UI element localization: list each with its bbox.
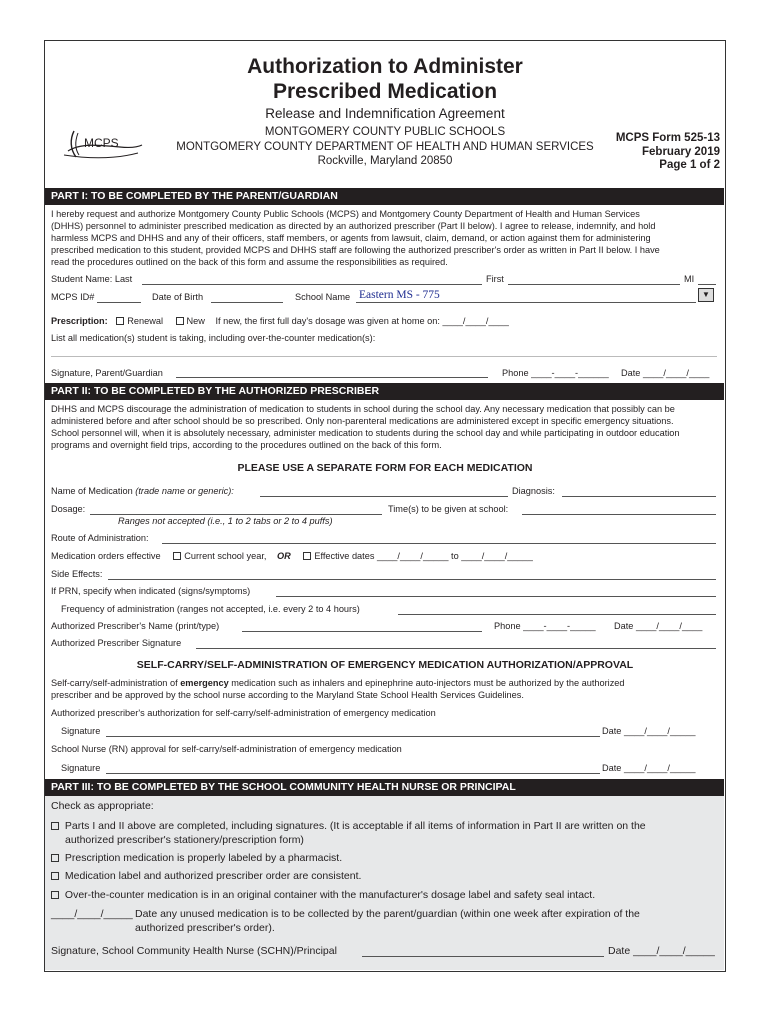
- prescriber-signature-label: Authorized Prescriber Signature: [51, 638, 182, 648]
- school-name-underline: [356, 302, 696, 303]
- current-year-option[interactable]: [173, 551, 266, 561]
- self-carry-intro-c: medication such as inhalers and epinephrine auto-injectors must be authorized by the authorized: [228, 678, 625, 688]
- parent-phone[interactable]: Phone ____-____-______: [502, 368, 609, 378]
- parent-signature-field[interactable]: [176, 377, 488, 378]
- diagnosis-label: Diagnosis:: [512, 486, 555, 496]
- new-note: If new, the first full day's dosage was given at home on: ____/____/____: [215, 316, 509, 326]
- school-name-label: School Name: [295, 292, 351, 302]
- renewal-label: Renewal: [127, 316, 163, 326]
- self-carry-date[interactable]: Date ____/____/_____: [602, 726, 696, 736]
- form-title-line1: Authorization to Administer: [247, 55, 523, 78]
- collection-date-field[interactable]: ____/____/_____: [51, 908, 133, 920]
- check-item-4[interactable]: [51, 889, 595, 901]
- checkbox-icon[interactable]: [51, 872, 59, 880]
- side-effects-field[interactable]: [108, 579, 716, 580]
- dob-field[interactable]: [211, 302, 283, 303]
- self-carry-signature-label: Signature: [61, 726, 101, 736]
- medication-name-label: [51, 486, 234, 497]
- mcps-id-label: MCPS ID#: [51, 292, 95, 302]
- check-item-4-text: Over-the-counter medication is in an original container with the manufacturer's dosage label and safety seal intact.: [64, 889, 596, 901]
- prescriber-name-field[interactable]: [242, 631, 482, 632]
- prn-field[interactable]: [276, 596, 716, 597]
- prescriber-name-label: Authorized Prescriber's Name (print/type): [51, 621, 220, 631]
- nurse-approval-label: School Nurse (RN) approval for self-carry/self-administration of emergency medication: [51, 744, 402, 754]
- route-label: Route of Administration:: [51, 533, 149, 543]
- parent-date[interactable]: Date ____/____/____: [621, 368, 710, 378]
- prescription-row: [51, 316, 509, 327]
- self-carry-heading: SELF-CARRY/SELF-ADMINISTRATION OF EMERGENCY MEDICATION AUTHORIZATION/APPROVAL: [136, 659, 634, 671]
- check-item-2[interactable]: [51, 852, 342, 864]
- prescriber-signature-field[interactable]: [196, 648, 716, 649]
- schn-signature-field[interactable]: [362, 956, 604, 957]
- list-medications-label: List all medication(s) student is taking, including over-the-counter medication(s):: [51, 333, 376, 343]
- student-first-field[interactable]: [508, 284, 680, 285]
- checkbox-icon[interactable]: [176, 317, 184, 325]
- effective-dates-option[interactable]: [303, 551, 532, 561]
- self-carry-intro-line2: prescriber and be approved by the school nurse according to the Maryland State School Health Services Guidelines.: [51, 690, 524, 700]
- medication-name-field[interactable]: [260, 496, 508, 497]
- checkbox-icon[interactable]: [51, 891, 59, 899]
- frequency-field[interactable]: [398, 614, 716, 615]
- side-effects-label: Side Effects:: [51, 569, 103, 579]
- new-label: New: [186, 316, 205, 326]
- student-mi-field[interactable]: [698, 284, 716, 285]
- part1-heading: PART I: TO BE COMPLETED BY THE PARENT/GUARDIAN: [45, 188, 724, 205]
- checkbox-icon[interactable]: [173, 552, 181, 560]
- part1-intro-line4: prescribed medication to this student, provided MCPS and DHHS staff are following the authorized prescriber's order as written in Part II below. I have: [51, 245, 660, 255]
- student-first-label: First: [486, 274, 504, 284]
- check-item-1-text: Parts I and II above are completed, including signatures. (It is acceptable if all items of information in Part II are written on the: [64, 820, 646, 832]
- chevron-down-icon[interactable]: ▼: [698, 288, 714, 302]
- schn-signature-label: Signature, School Community Health Nurse (SCHN)/Principal: [51, 945, 337, 957]
- medication-name-hint: (trade name or generic):: [135, 486, 234, 496]
- form-number: MCPS Form 525-13: [615, 132, 720, 144]
- org-name-dhhs: MONTGOMERY COUNTY DEPARTMENT OF HEALTH AND HUMAN SERVICES: [176, 141, 594, 153]
- list-medications-field[interactable]: [51, 356, 717, 357]
- check-item-1-cont: authorized prescriber's stationery/prescription form): [65, 834, 304, 846]
- part2-intro-line4: programs and overnight field trips, according to the procedures outlined on the back of this form.: [51, 440, 442, 450]
- check-item-2-text: Prescription medication is properly labeled by a pharmacist.: [64, 852, 343, 864]
- prescriber-date[interactable]: Date ____/____/____: [614, 621, 703, 631]
- schn-date[interactable]: Date ____/____/_____: [608, 945, 715, 957]
- collection-date-text-cont: authorized prescriber's order).: [135, 922, 275, 934]
- separate-form-notice: PLEASE USE A SEPARATE FORM FOR EACH MEDICATION: [237, 462, 533, 474]
- dosage-label: Dosage:: [51, 504, 86, 514]
- effective-dates-label: Effective dates ____/____/_____ to ____/____/_____: [314, 551, 533, 561]
- orders-row: [51, 551, 533, 562]
- form-date: February 2019: [642, 146, 720, 158]
- self-carry-intro-a: Self-carry/self-administration of: [51, 678, 181, 688]
- prescriber-phone[interactable]: Phone ____-____-_____: [494, 621, 596, 631]
- self-carry-intro-line1: [51, 678, 625, 689]
- check-item-3[interactable]: [51, 870, 361, 882]
- prescriber-self-carry-label: Authorized prescriber's authorization for self-carry/self-administration of emergency medication: [51, 708, 436, 718]
- prescription-label: Prescription:: [51, 316, 108, 326]
- form-subtitle: Release and Indemnification Agreement: [265, 106, 505, 121]
- part2-intro-line1: DHHS and MCPS discourage the administration of medication to students in school during the school day. Any necessary medication that possibly can be: [51, 404, 675, 414]
- diagnosis-field[interactable]: [562, 496, 716, 497]
- form-title-line2: Prescribed Medication: [272, 80, 498, 103]
- org-address: Rockville, Maryland 20850: [317, 155, 453, 167]
- student-last-label: Student Name: Last: [51, 274, 133, 284]
- logo-text: MCPS: [84, 136, 119, 150]
- mcps-logo-icon: [60, 123, 144, 167]
- collection-date-text: Date any unused medication is to be collected by the parent/guardian (within one week after expiration of the: [135, 908, 640, 920]
- page-number: Page 1 of 2: [659, 159, 720, 171]
- check-appropriate-label: Check as appropriate:: [51, 800, 154, 812]
- current-year-label: Current school year,: [184, 551, 267, 561]
- checkbox-icon[interactable]: [51, 854, 59, 862]
- dosage-field[interactable]: [90, 514, 382, 515]
- dob-label: Date of Birth: [152, 292, 204, 302]
- frequency-label: Frequency of administration (ranges not accepted, i.e. every 2 to 4 hours): [61, 604, 360, 614]
- student-mi-label: MI: [684, 274, 695, 284]
- checkbox-icon[interactable]: [303, 552, 311, 560]
- part1-intro-line5: read the procedures outlined on the back of this form and assume the responsibilities as required.: [51, 257, 448, 267]
- times-field[interactable]: [522, 514, 716, 515]
- checkbox-icon[interactable]: [116, 317, 124, 325]
- student-last-field[interactable]: [142, 284, 482, 285]
- or-label: OR: [276, 551, 291, 561]
- renewal-option[interactable]: [116, 316, 163, 326]
- parent-signature-label: Signature, Parent/Guardian: [51, 368, 163, 378]
- checkbox-icon[interactable]: [51, 822, 59, 830]
- times-label: Time(s) to be given at school:: [388, 504, 509, 514]
- school-name-select[interactable]: Eastern MS - 775: [359, 289, 440, 301]
- nurse-signature-field[interactable]: [106, 773, 600, 774]
- check-item-3-text: Medication label and authorized prescriber order are consistent.: [64, 870, 362, 882]
- self-carry-intro-emphasis: emergency: [180, 678, 229, 688]
- self-carry-signature-field[interactable]: [106, 736, 600, 737]
- nurse-date[interactable]: Date ____/____/_____: [602, 763, 696, 773]
- mcps-id-field[interactable]: [97, 302, 141, 303]
- check-item-1[interactable]: [51, 820, 646, 832]
- part2-intro-line3: School personnel will, when it is absolutely necessary, administer medication to students during the school day and while participating in outdoor education: [51, 428, 680, 438]
- part2-heading: PART II: TO BE COMPLETED BY THE AUTHORIZED PRESCRIBER: [45, 383, 724, 400]
- org-name-mcps: MONTGOMERY COUNTY PUBLIC SCHOOLS: [264, 126, 506, 138]
- new-option[interactable]: [176, 316, 205, 326]
- orders-label: Medication orders effective: [51, 551, 161, 561]
- medication-name-text: Name of Medication: [51, 486, 133, 496]
- prn-label: If PRN, specify when indicated (signs/symptoms): [51, 586, 251, 596]
- ranges-note: Ranges not accepted (i.e., 1 to 2 tabs or 2 to 4 puffs): [118, 516, 333, 526]
- part3-heading: PART III: TO BE COMPLETED BY THE SCHOOL COMMUNITY HEALTH NURSE OR PRINCIPAL: [45, 779, 724, 796]
- route-field[interactable]: [162, 543, 716, 544]
- part1-intro-line1: I hereby request and authorize Montgomery County Public Schools (MCPS) and Montgomery County Department of Health and Human Services: [51, 209, 640, 219]
- part1-intro-line2: (DHHS) personnel to administer prescribed medication as directed by an authorized prescriber (Part II below). I agree to release, indemnify, and hold: [51, 221, 656, 231]
- part1-intro-line3: harmless MCPS and DHHS and any of their officers, staff members, or agents from lawsuit, claim, demand, or action against them for administering: [51, 233, 651, 243]
- part2-intro-line2: administered before and after school should be so prescribed. Only non-parenteral medications are administered except in specific emergency situations.: [51, 416, 674, 426]
- nurse-signature-label: Signature: [61, 763, 101, 773]
